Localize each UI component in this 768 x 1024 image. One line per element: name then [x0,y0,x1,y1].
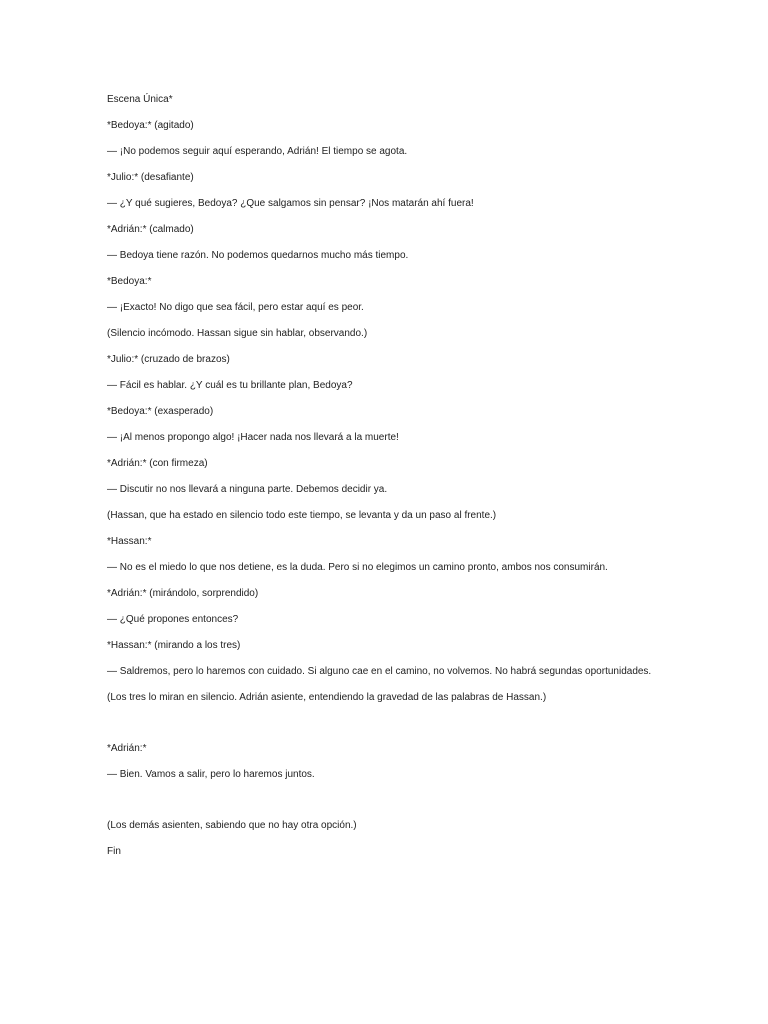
stage-direction: (Hassan, que ha estado en silencio todo este tiempo, se levanta y da un paso al frente.) [107,510,497,521]
scene-title: Escena Única* [107,94,173,105]
speaker-line: *Bedoya:* (agitado) [107,120,194,131]
stage-direction: (Silencio incómodo. Hassan sigue sin hablar, observando.) [107,328,368,339]
script-text [107,92,667,870]
end-marker: Fin [107,846,121,857]
dialogue-line: — Saldremos, pero lo haremos con cuidado. Si alguno cae en el camino, no volvemos. No habrá segundas oportunidades. [107,666,652,677]
dialogue-line: — Fácil es hablar. ¿Y cuál es tu brillante plan, Bedoya? [107,380,353,391]
speaker-line: *Adrián:* [107,743,147,754]
stage-direction: (Los demás asienten, sabiendo que no hay otra opción.) [107,820,357,831]
speaker-line: *Adrián:* (con firmeza) [107,458,208,469]
speaker-line: *Bedoya:* (exasperado) [107,406,214,417]
dialogue-line: — No es el miedo lo que nos detiene, es la duda. Pero si no elegimos un camino pronto, ambos nos consumirán. [107,562,608,573]
speaker-line: *Bedoya:* [107,276,152,287]
dialogue-line: — Discutir no nos llevará a ninguna parte. Debemos decidir ya. [107,484,388,495]
speaker-line: *Hassan:* [107,536,152,547]
speaker-line: *Hassan:* (mirando a los tres) [107,640,241,651]
dialogue-line: — ¿Y qué sugieres, Bedoya? ¿Que salgamos sin pensar? ¡Nos matarán ahí fuera! [107,198,474,209]
speaker-line: *Adrián:* (mirándolo, sorprendido) [107,588,259,599]
speaker-line: *Julio:* (cruzado de brazos) [107,354,230,365]
blank-space [107,716,667,741]
speaker-line: *Julio:* (desafiante) [107,172,194,183]
stage-direction: (Los tres lo miran en silencio. Adrián asiente, entendiendo la gravedad de las palabras de Hassan.) [107,692,547,703]
dialogue-line: — ¡Exacto! No digo que sea fácil, pero estar aquí es peor. [107,302,364,313]
dialogue-line: — Bedoya tiene razón. No podemos quedarnos mucho más tiempo. [107,250,409,261]
dialogue-line: — ¿Qué propones entonces? [107,614,239,625]
blank-space [107,793,667,818]
dialogue-line: — ¡No podemos seguir aquí esperando, Adrián! El tiempo se agota. [107,146,408,157]
dialogue-line: — ¡Al menos propongo algo! ¡Hacer nada nos llevará a la muerte! [107,432,399,443]
speaker-line: *Adrián:* (calmado) [107,224,194,235]
dialogue-line: — Bien. Vamos a salir, pero lo haremos juntos. [107,769,315,780]
